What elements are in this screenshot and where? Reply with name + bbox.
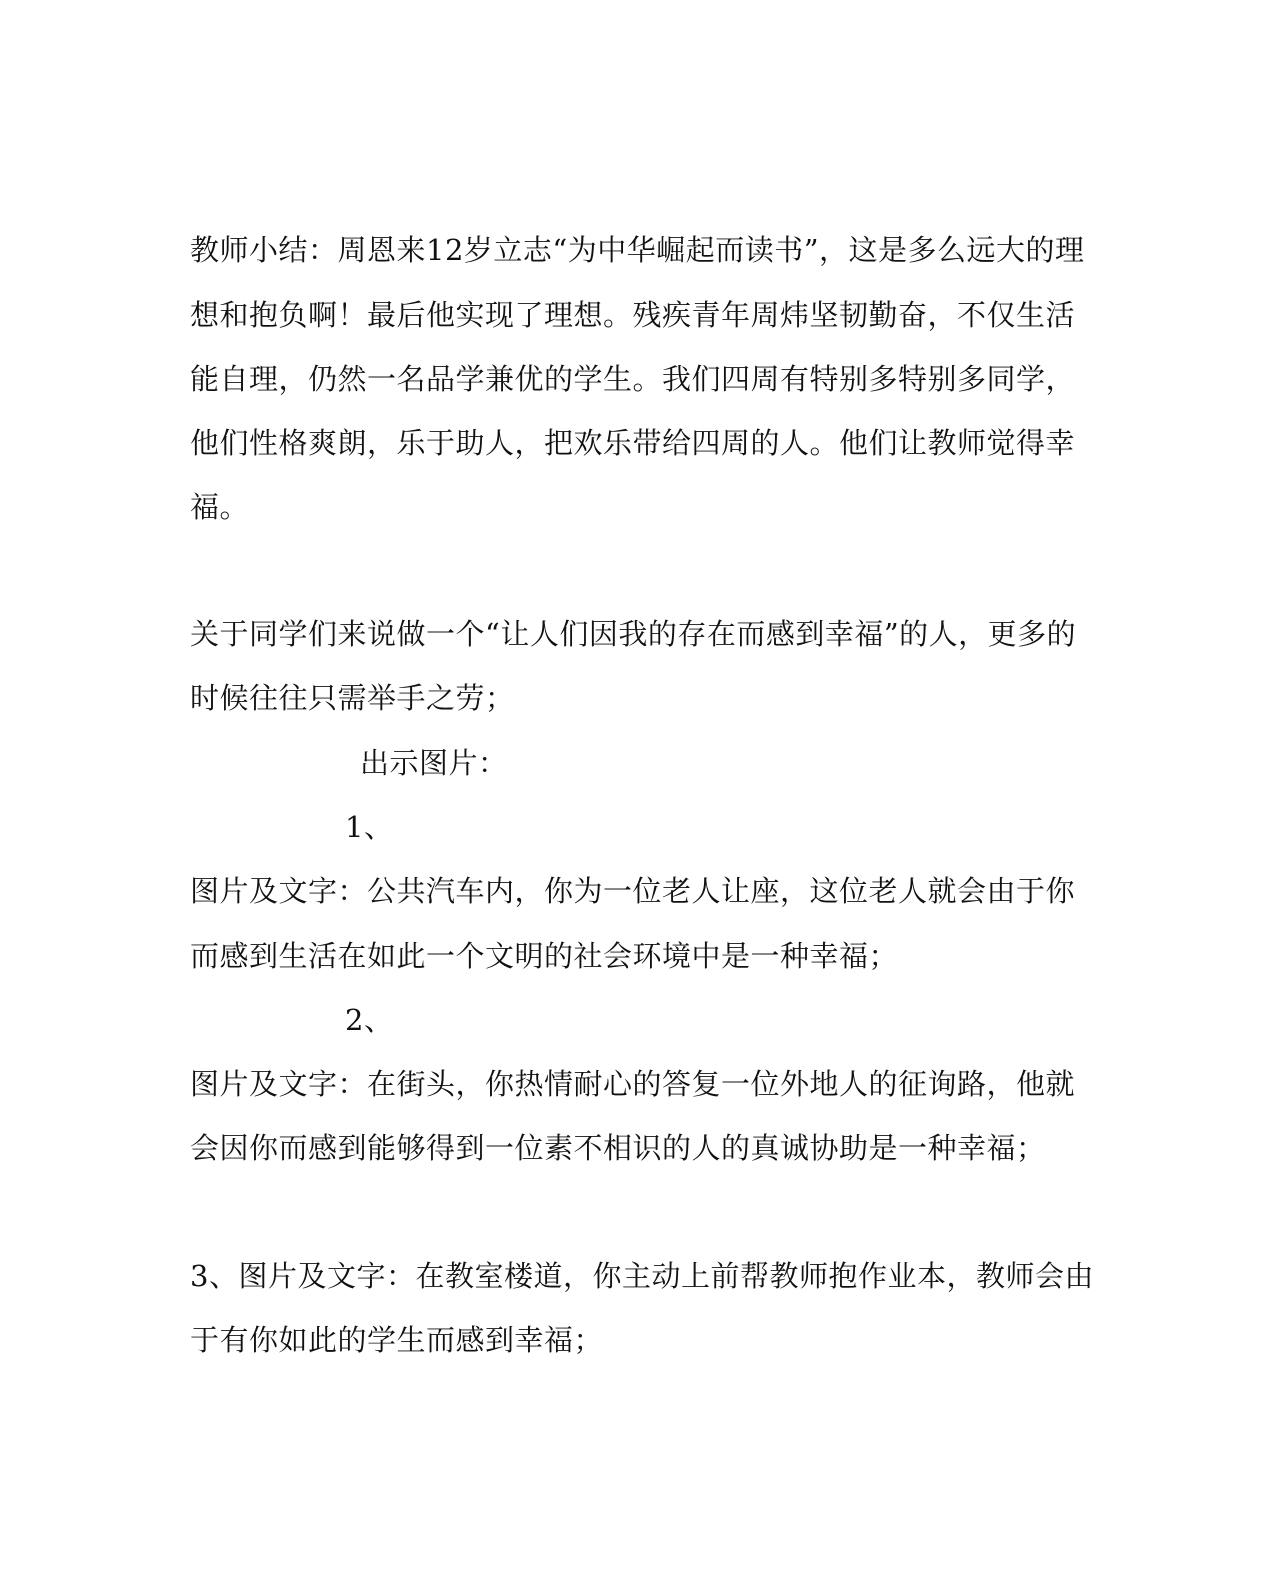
paragraph-1-line-4: 他们性格爽朗，乐于助人，把欢乐带给四周的人。他们让教师觉得幸 bbox=[190, 426, 1076, 460]
item-1-line-1: 图片及文字：公共汽车内，你为一位老人让座，这位老人就会由于你 bbox=[190, 874, 1076, 908]
paragraph-1-line-5: 福。 bbox=[190, 490, 250, 524]
paragraph-2-line-2: 时候往往只需举手之劳； bbox=[190, 681, 515, 715]
item-2-line-1: 图片及文字：在街头，你热情耐心的答复一位外地人的征询路，他就 bbox=[190, 1067, 1076, 1101]
item-1-line-2: 而感到生活在如此一个文明的社会环境中是一种幸福； bbox=[190, 939, 899, 973]
item-3-line-2: 于有你如此的学生而感到幸福； bbox=[190, 1323, 604, 1357]
paragraph-1-line-3: 能自理，仍然一名品学兼优的学生。我们四周有特别多特别多同学， bbox=[190, 362, 1076, 396]
item-2-number: 2、 bbox=[345, 1003, 394, 1037]
paragraph-1-line-2: 想和抱负啊！最后他实现了理想。残疾青年周炜坚韧勤奋，不仅生活 bbox=[190, 298, 1076, 332]
show-pictures-label: 出示图片： bbox=[360, 746, 508, 780]
item-3-line-1: 3、图片及文字：在教室楼道，你主动上前帮教师抱作业本，教师会由 bbox=[190, 1259, 1094, 1293]
paragraph-1-line-1: 教师小结：周恩来12岁立志“为中华崛起而读书”，这是多么远大的理 bbox=[190, 233, 1085, 267]
item-1-number: 1、 bbox=[345, 810, 394, 844]
paragraph-2-line-1: 关于同学们来说做一个“让人们因我的存在而感到幸福”的人，更多的 bbox=[190, 617, 1077, 651]
item-2-line-2: 会因你而感到能够得到一位素不相识的人的真诚协助是一种幸福； bbox=[190, 1131, 1046, 1165]
